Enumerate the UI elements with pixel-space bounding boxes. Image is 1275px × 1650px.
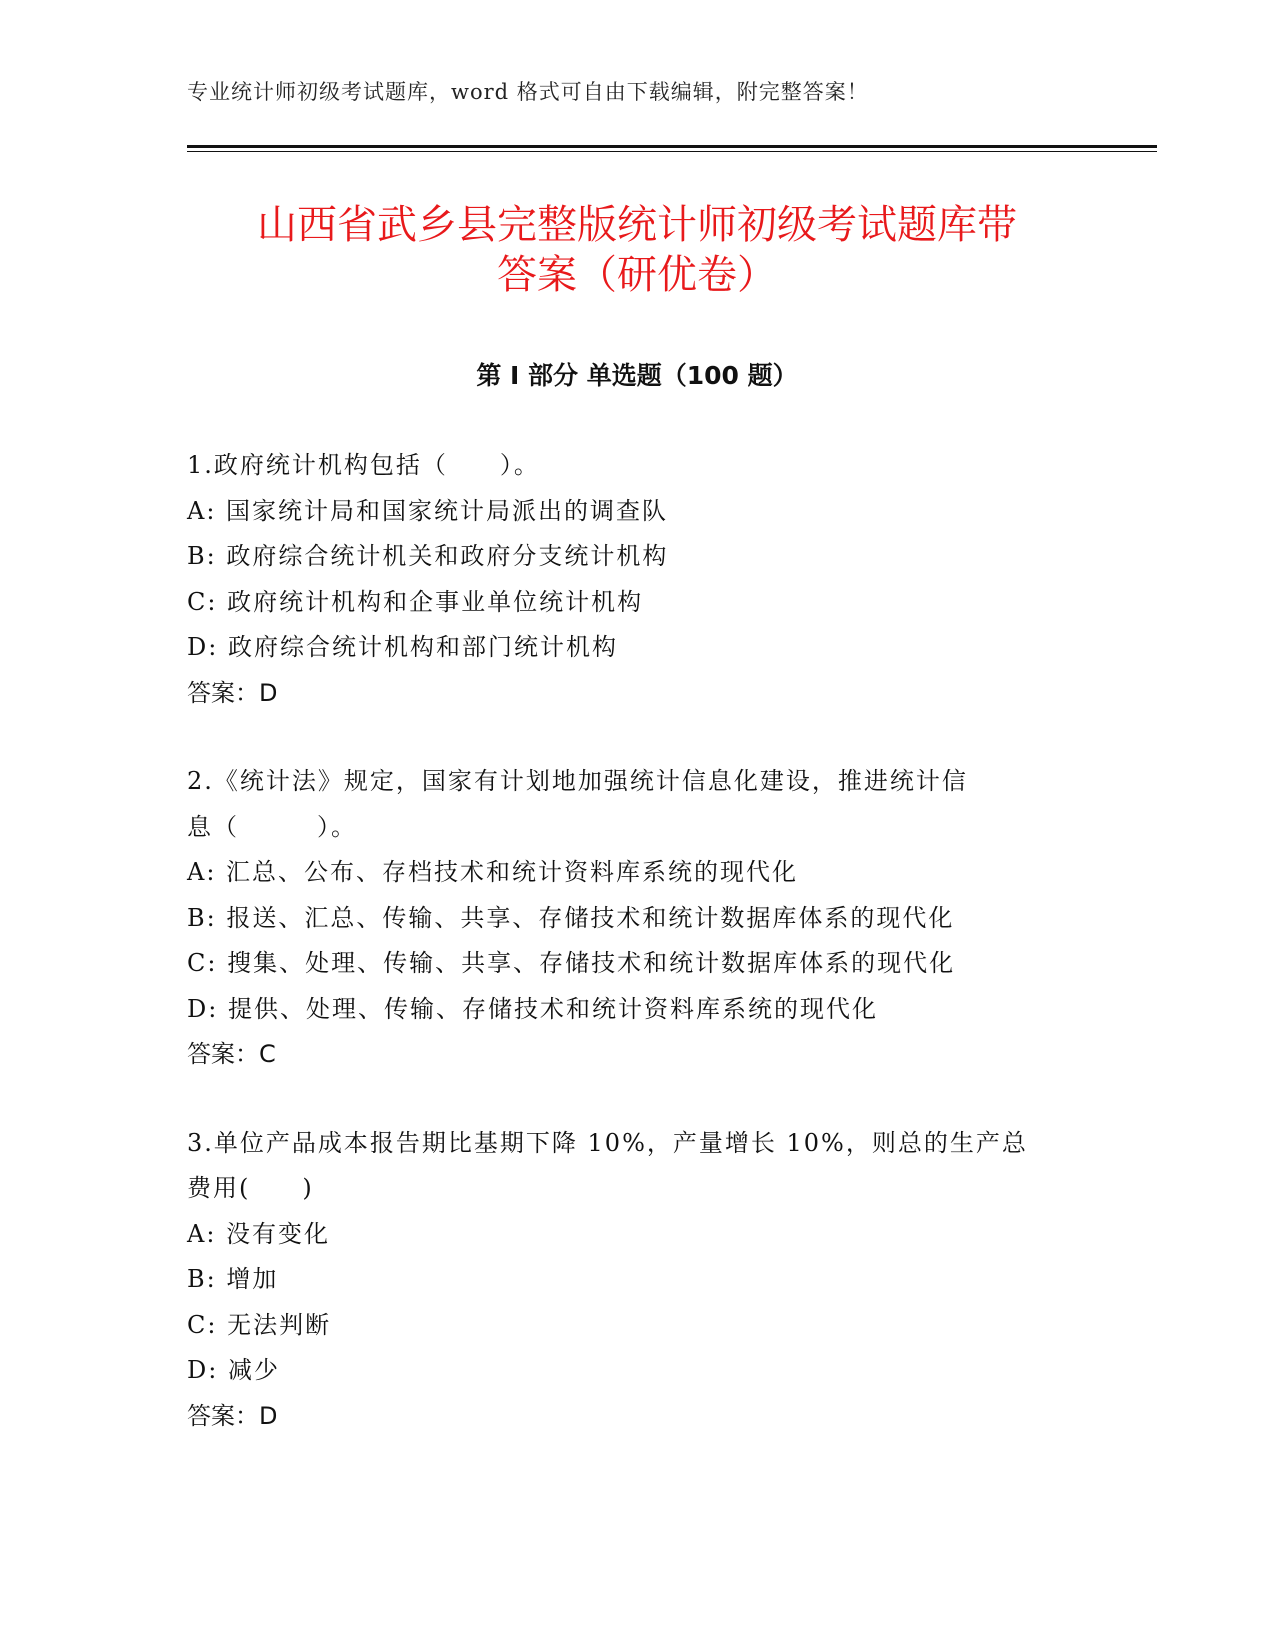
question-3-stem-line-1: 3.单位产品成本报告期比基期下降 10%，产量增长 10%，则总的生产总 <box>187 1128 1028 1157</box>
question-2-option-d: D: 提供、处理、传输、存储技术和统计资料库系统的现代化 <box>187 994 878 1023</box>
question-1 <box>187 443 1087 716</box>
question-2-stem-line-1: 2.《统计法》规定，国家有计划地加强统计信息化建设，推进统计信 <box>187 767 968 795</box>
document-title-line-2: 答案（研优卷） <box>497 252 777 298</box>
question-2-stem-line-2: 息（ ）。 <box>187 812 357 841</box>
question-2-option-c: C: 搜集、处理、传输、共享、存储技术和统计数据库体系的现代化 <box>187 949 956 977</box>
question-2-option-a: A: 汇总、公布、存档技术和统计资料库系统的现代化 <box>187 858 799 886</box>
question-3-option-b: B: 增加 <box>187 1265 279 1293</box>
question-2 <box>187 759 1087 1078</box>
question-1-option-d: D: 政府综合统计机构和部门统计机构 <box>187 633 618 661</box>
question-2-option-b: B: 报送、汇总、传输、共享、存储技术和统计数据库体系的现代化 <box>187 903 955 932</box>
question-1-stem: 1.政府统计机构包括（ ）。 <box>187 451 540 479</box>
question-list <box>187 443 1087 1482</box>
question-3-option-a: A: 没有变化 <box>187 1219 331 1248</box>
question-1-answer: 答案：D <box>187 678 278 707</box>
document-title <box>187 200 1087 300</box>
question-3-option-d: D: 减少 <box>187 1356 280 1384</box>
section-title: 第 I 部分 单选题（100 题） <box>476 361 798 390</box>
header-note: 专业统计师初级考试题库，word 格式可自由下载编辑，附完整答案！ <box>187 80 869 104</box>
question-1-option-a: A: 国家统计局和国家统计局派出的调查队 <box>187 496 669 525</box>
header-divider-thick <box>187 145 1157 148</box>
question-3 <box>187 1121 1087 1440</box>
question-3-stem-line-2: 费用( ) <box>187 1174 314 1202</box>
question-3-option-c: C: 无法判断 <box>187 1310 332 1339</box>
question-1-option-b: B: 政府综合统计机关和政府分支统计机构 <box>187 542 669 570</box>
question-1-option-c: C: 政府统计机构和企事业单位统计机构 <box>187 587 644 616</box>
header-divider-thin <box>187 151 1157 152</box>
document-title-line-1: 山西省武乡县完整版统计师初级考试题库带 <box>257 202 1017 248</box>
question-3-answer: 答案：D <box>187 1401 278 1430</box>
question-2-answer: 答案：C <box>187 1040 276 1068</box>
